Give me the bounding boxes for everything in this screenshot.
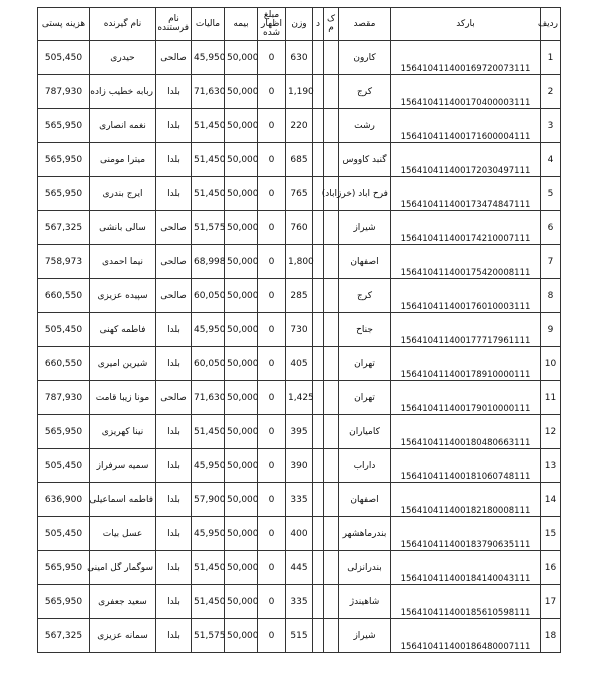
header-declared-value: مبلغ اظهار شده — [258, 8, 286, 41]
destination-cell: رشت — [339, 109, 391, 143]
insurance-cell: 50,000 — [225, 415, 258, 449]
destination-cell: فرح اباد (خرزاباد) — [339, 177, 391, 211]
barcode-cell: 156410411400181060748111 — [391, 449, 541, 483]
tax-cell: 60,050 — [192, 279, 225, 313]
declared-value-cell: 0 — [258, 381, 286, 415]
postage-cell: 758,973 — [38, 245, 90, 279]
cm-cell — [324, 211, 339, 245]
sender-cell: بلدا — [156, 619, 192, 653]
table-row — [38, 313, 561, 347]
weight-cell: 285 — [286, 279, 313, 313]
tax-cell: 51,450 — [192, 551, 225, 585]
insurance-cell: 50,000 — [225, 381, 258, 415]
header-row-number: ردیف — [541, 8, 561, 41]
cm-cell — [324, 279, 339, 313]
postage-cell: 565,950 — [38, 143, 90, 177]
destination-cell: شیراز — [339, 619, 391, 653]
postage-cell: 565,950 — [38, 415, 90, 449]
table-row — [38, 619, 561, 653]
tax-cell: 51,450 — [192, 109, 225, 143]
insurance-cell: 50,000 — [225, 551, 258, 585]
insurance-cell: 50,000 — [225, 211, 258, 245]
insurance-cell: 50,000 — [225, 619, 258, 653]
receiver-cell: سپیده عزیزی — [90, 279, 156, 313]
tax-cell: 71,630 — [192, 75, 225, 109]
insurance-cell: 50,000 — [225, 517, 258, 551]
sender-cell: بلدا — [156, 415, 192, 449]
table-row — [38, 177, 561, 211]
sender-cell: بلدا — [156, 177, 192, 211]
barcode-cell: 156410411400185610598111 — [391, 585, 541, 619]
postage-cell: 565,950 — [38, 585, 90, 619]
d-cell — [313, 109, 324, 143]
weight-cell: 765 — [286, 177, 313, 211]
receiver-cell: مونا زیبا قامت — [90, 381, 156, 415]
tax-cell: 45,950 — [192, 517, 225, 551]
header-tax: مالیات — [192, 8, 225, 41]
barcode-cell: 156410411400173474847111 — [391, 177, 541, 211]
d-cell — [313, 41, 324, 75]
insurance-cell: 50,000 — [225, 347, 258, 381]
d-cell — [313, 143, 324, 177]
d-cell — [313, 551, 324, 585]
destination-cell: کرج — [339, 75, 391, 109]
barcode-cell: 156410411400171600004111 — [391, 109, 541, 143]
weight-cell: 335 — [286, 483, 313, 517]
destination-cell: تهران — [339, 347, 391, 381]
sender-cell: بلدا — [156, 517, 192, 551]
cm-cell — [324, 75, 339, 109]
cm-cell — [324, 619, 339, 653]
insurance-cell: 50,000 — [225, 109, 258, 143]
d-cell — [313, 619, 324, 653]
row-number-cell: 7 — [541, 245, 561, 279]
postage-cell: 567,325 — [38, 211, 90, 245]
cm-cell — [324, 381, 339, 415]
d-cell — [313, 211, 324, 245]
table-row — [38, 41, 561, 75]
cm-cell — [324, 449, 339, 483]
insurance-cell: 50,000 — [225, 41, 258, 75]
destination-cell: اصفهان — [339, 245, 391, 279]
tax-cell: 71,630 — [192, 381, 225, 415]
d-cell — [313, 381, 324, 415]
declared-value-cell: 0 — [258, 75, 286, 109]
sender-cell: بلدا — [156, 75, 192, 109]
tax-cell: 45,950 — [192, 449, 225, 483]
weight-cell: 730 — [286, 313, 313, 347]
row-number-cell: 5 — [541, 177, 561, 211]
declared-value-cell: 0 — [258, 347, 286, 381]
receiver-cell: فاطمه اسماعیلی — [90, 483, 156, 517]
tax-cell: 45,950 — [192, 41, 225, 75]
receiver-cell: نیما احمدی — [90, 245, 156, 279]
shipment-table — [37, 7, 561, 653]
header-postage: هزینه پستی — [38, 8, 90, 41]
declared-value-cell: 0 — [258, 211, 286, 245]
table-row — [38, 211, 561, 245]
declared-value-cell: 0 — [258, 313, 286, 347]
weight-cell: 445 — [286, 551, 313, 585]
barcode-cell: 156410411400177717961111 — [391, 313, 541, 347]
table-row — [38, 551, 561, 585]
postage-cell: 565,950 — [38, 551, 90, 585]
tax-cell: 51,450 — [192, 177, 225, 211]
barcode-cell: 156410411400170400003111 — [391, 75, 541, 109]
cm-cell — [324, 313, 339, 347]
cm-cell — [324, 585, 339, 619]
weight-cell: 685 — [286, 143, 313, 177]
weight-cell: 760 — [286, 211, 313, 245]
insurance-cell: 50,000 — [225, 483, 258, 517]
row-number-cell: 16 — [541, 551, 561, 585]
tax-cell: 68,998 — [192, 245, 225, 279]
declared-value-cell: 0 — [258, 41, 286, 75]
row-number-cell: 18 — [541, 619, 561, 653]
declared-value-cell: 0 — [258, 109, 286, 143]
barcode-cell: 156410411400175420008111 — [391, 245, 541, 279]
row-number-cell: 15 — [541, 517, 561, 551]
sender-cell: بلدا — [156, 143, 192, 177]
weight-cell: 630 — [286, 41, 313, 75]
header-receiver: نام گیرنده — [90, 8, 156, 41]
sender-cell: بلدا — [156, 449, 192, 483]
receiver-cell: عسل بیات — [90, 517, 156, 551]
declared-value-cell: 0 — [258, 245, 286, 279]
declared-value-cell: 0 — [258, 449, 286, 483]
row-number-cell: 12 — [541, 415, 561, 449]
row-number-cell: 11 — [541, 381, 561, 415]
postage-cell: 565,950 — [38, 109, 90, 143]
barcode-cell: 156410411400183790635111 — [391, 517, 541, 551]
declared-value-cell: 0 — [258, 177, 286, 211]
declared-value-cell: 0 — [258, 483, 286, 517]
sender-cell: صالحی — [156, 279, 192, 313]
declared-value-cell: 0 — [258, 517, 286, 551]
postage-cell: 660,550 — [38, 347, 90, 381]
insurance-cell: 50,000 — [225, 143, 258, 177]
weight-cell: 1,800 — [286, 245, 313, 279]
postage-cell: 505,450 — [38, 517, 90, 551]
insurance-cell: 50,000 — [225, 585, 258, 619]
tax-cell: 51,575 — [192, 619, 225, 653]
weight-cell: 405 — [286, 347, 313, 381]
cm-cell — [324, 143, 339, 177]
receiver-cell: شیرین امیری — [90, 347, 156, 381]
sender-cell: صالحی — [156, 211, 192, 245]
sender-cell: صالحی — [156, 381, 192, 415]
receiver-cell: فاطمه کهنی — [90, 313, 156, 347]
destination-cell: کارون — [339, 41, 391, 75]
weight-cell: 395 — [286, 415, 313, 449]
table-row — [38, 75, 561, 109]
table-row — [38, 381, 561, 415]
row-number-cell: 3 — [541, 109, 561, 143]
d-cell — [313, 415, 324, 449]
table-row — [38, 109, 561, 143]
tax-cell: 60,050 — [192, 347, 225, 381]
row-number-cell: 2 — [541, 75, 561, 109]
row-number-cell: 14 — [541, 483, 561, 517]
d-cell — [313, 585, 324, 619]
sender-cell: بلدا — [156, 585, 192, 619]
weight-cell: 515 — [286, 619, 313, 653]
postage-cell: 787,930 — [38, 381, 90, 415]
weight-cell: 400 — [286, 517, 313, 551]
receiver-cell: حیدری — [90, 41, 156, 75]
weight-cell: 390 — [286, 449, 313, 483]
receiver-cell: سمانه عزیزی — [90, 619, 156, 653]
declared-value-cell: 0 — [258, 279, 286, 313]
sender-cell: بلدا — [156, 313, 192, 347]
barcode-cell: 156410411400184140043111 — [391, 551, 541, 585]
row-number-cell: 13 — [541, 449, 561, 483]
row-number-cell: 1 — [541, 41, 561, 75]
receiver-cell: نینا کهریزی — [90, 415, 156, 449]
header-sender: نام فرستنده — [156, 8, 192, 41]
row-number-cell: 6 — [541, 211, 561, 245]
barcode-cell: 156410411400179010000111 — [391, 381, 541, 415]
weight-cell: 1,425 — [286, 381, 313, 415]
table-row — [38, 415, 561, 449]
destination-cell: بندرماهشهر — [339, 517, 391, 551]
postage-cell: 567,325 — [38, 619, 90, 653]
declared-value-cell: 0 — [258, 551, 286, 585]
sender-cell: صالحی — [156, 41, 192, 75]
destination-cell: بندرانزلی — [339, 551, 391, 585]
postage-cell: 505,450 — [38, 313, 90, 347]
declared-value-cell: 0 — [258, 619, 286, 653]
d-cell — [313, 449, 324, 483]
table-row — [38, 279, 561, 313]
insurance-cell: 50,000 — [225, 177, 258, 211]
sender-cell: بلدا — [156, 551, 192, 585]
postage-cell: 787,930 — [38, 75, 90, 109]
declared-value-cell: 0 — [258, 415, 286, 449]
header-weight: وزن — [286, 8, 313, 41]
weight-cell: 335 — [286, 585, 313, 619]
tax-cell: 51,450 — [192, 585, 225, 619]
insurance-cell: 50,000 — [225, 313, 258, 347]
header-insurance: بیمه — [225, 8, 258, 41]
insurance-cell: 50,000 — [225, 245, 258, 279]
d-cell — [313, 347, 324, 381]
receiver-cell: ربابه خطیب زاده — [90, 75, 156, 109]
receiver-cell: سالی بانشی — [90, 211, 156, 245]
tax-cell: 51,575 — [192, 211, 225, 245]
barcode-cell: 156410411400180480663111 — [391, 415, 541, 449]
destination-cell: تهران — [339, 381, 391, 415]
barcode-cell: 156410411400182180008111 — [391, 483, 541, 517]
sender-cell: بلدا — [156, 347, 192, 381]
declared-value-cell: 0 — [258, 585, 286, 619]
barcode-cell: 156410411400178910000111 — [391, 347, 541, 381]
receiver-cell: ایرج بندری — [90, 177, 156, 211]
d-cell — [313, 245, 324, 279]
sender-cell: بلدا — [156, 483, 192, 517]
destination-cell: کامیاران — [339, 415, 391, 449]
barcode-cell: 156410411400174210007111 — [391, 211, 541, 245]
d-cell — [313, 313, 324, 347]
tax-cell: 45,950 — [192, 313, 225, 347]
table-row — [38, 143, 561, 177]
postage-cell: 636,900 — [38, 483, 90, 517]
barcode-cell: 156410411400169720073111 — [391, 41, 541, 75]
header-destination: مقصد — [339, 8, 391, 41]
table-row — [38, 585, 561, 619]
cm-cell — [324, 245, 339, 279]
postage-cell: 565,950 — [38, 177, 90, 211]
declared-value-cell: 0 — [258, 143, 286, 177]
weight-cell: 1,190 — [286, 75, 313, 109]
barcode-cell: 156410411400172030497111 — [391, 143, 541, 177]
destination-cell: اصفهان — [339, 483, 391, 517]
receiver-cell: میترا مومنی — [90, 143, 156, 177]
table-row — [38, 245, 561, 279]
table-row — [38, 449, 561, 483]
insurance-cell: 50,000 — [225, 75, 258, 109]
row-number-cell: 10 — [541, 347, 561, 381]
receiver-cell: سمیه سرفراز — [90, 449, 156, 483]
cm-cell — [324, 41, 339, 75]
receiver-cell: سوگمار گل امینی — [90, 551, 156, 585]
table-header — [38, 8, 561, 41]
row-number-cell: 4 — [541, 143, 561, 177]
receiver-cell: نغمه انصاری — [90, 109, 156, 143]
cm-cell — [324, 109, 339, 143]
destination-cell: جناح — [339, 313, 391, 347]
tax-cell: 57,900 — [192, 483, 225, 517]
d-cell — [313, 483, 324, 517]
postage-cell: 505,450 — [38, 41, 90, 75]
sender-cell: بلدا — [156, 109, 192, 143]
tax-cell: 51,450 — [192, 143, 225, 177]
destination-cell: داراب — [339, 449, 391, 483]
cm-cell — [324, 347, 339, 381]
destination-cell: شاهیندژ — [339, 585, 391, 619]
header-barcode: بارکد — [391, 8, 541, 41]
d-cell — [313, 75, 324, 109]
cm-cell — [324, 517, 339, 551]
cm-cell — [324, 415, 339, 449]
sender-cell: صالحی — [156, 245, 192, 279]
receiver-cell: سعید جعفری — [90, 585, 156, 619]
destination-cell: شیراز — [339, 211, 391, 245]
d-cell — [313, 279, 324, 313]
table-row — [38, 347, 561, 381]
insurance-cell: 50,000 — [225, 449, 258, 483]
row-number-cell: 17 — [541, 585, 561, 619]
row-number-cell: 9 — [541, 313, 561, 347]
postage-cell: 660,550 — [38, 279, 90, 313]
d-cell — [313, 517, 324, 551]
header-d: د — [313, 8, 324, 41]
insurance-cell: 50,000 — [225, 279, 258, 313]
barcode-cell: 156410411400176010003111 — [391, 279, 541, 313]
header-row — [38, 8, 561, 41]
table-body — [38, 41, 561, 653]
postage-cell: 505,450 — [38, 449, 90, 483]
weight-cell: 220 — [286, 109, 313, 143]
cm-cell — [324, 551, 339, 585]
destination-cell: کرج — [339, 279, 391, 313]
tax-cell: 51,450 — [192, 415, 225, 449]
destination-cell: گنبد کاووس — [339, 143, 391, 177]
barcode-cell: 156410411400186480007111 — [391, 619, 541, 653]
cm-cell — [324, 483, 339, 517]
table-row — [38, 517, 561, 551]
table-row — [38, 483, 561, 517]
header-cm: ک م — [324, 8, 339, 41]
row-number-cell: 8 — [541, 279, 561, 313]
